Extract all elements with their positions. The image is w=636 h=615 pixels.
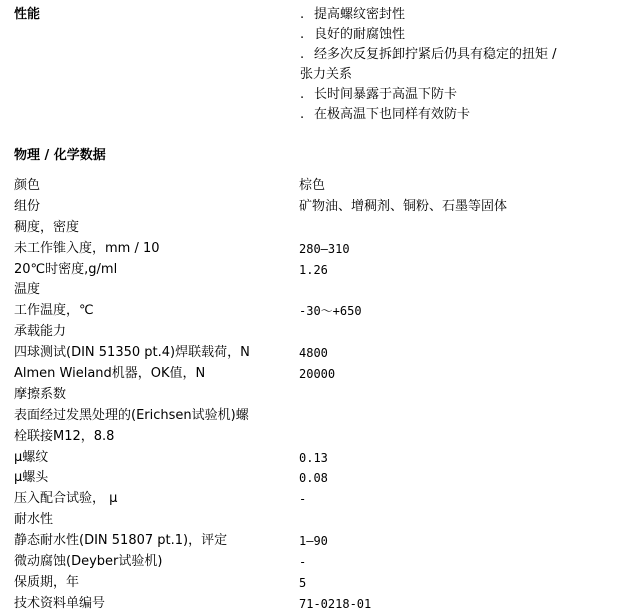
performance-item — [300, 45, 620, 65]
row-value: 71-0218-01 — [299, 596, 372, 611]
row-value: -30～+650 — [299, 304, 362, 319]
bullet-dot: . — [300, 87, 305, 102]
performance-item-text: 经多次反复拆卸拧紧后仍具有稳定的扭矩 / — [314, 47, 557, 62]
data-row — [14, 301, 624, 322]
row-value: 5 — [299, 575, 307, 590]
row-label: 技术资料单编号 — [14, 595, 106, 611]
physchem-table — [14, 176, 624, 615]
data-row — [14, 176, 624, 197]
performance-item — [300, 25, 620, 45]
data-row — [14, 468, 624, 489]
performance-item-text: 在极高温下也同样有效防卡 — [314, 107, 471, 122]
data-row — [14, 364, 624, 385]
row-label: 摩擦系数 — [14, 386, 67, 402]
bullet-dot: . — [300, 107, 305, 122]
performance-list — [300, 5, 620, 125]
performance-item — [300, 5, 620, 25]
row-value: 矿物油、增稠剂、铜粉、石墨等固体 — [299, 198, 508, 214]
physchem-heading: 物理 / 化学数据 — [14, 148, 106, 163]
data-row — [14, 573, 624, 594]
performance-item-text: 长时间暴露于高温下防卡 — [314, 87, 458, 102]
data-row — [14, 343, 624, 364]
data-row — [14, 489, 624, 510]
data-row — [14, 322, 624, 343]
performance-item — [300, 85, 620, 105]
performance-item-text: 提高螺纹密封性 — [314, 7, 406, 22]
row-value: 棕色 — [299, 178, 326, 193]
row-value: - — [299, 492, 307, 507]
row-label: 温度 — [14, 282, 41, 298]
row-value: 280—310 — [299, 241, 350, 256]
row-value: - — [299, 555, 307, 570]
row-value: 1.26 — [299, 262, 328, 277]
row-value: 0.13 — [299, 450, 328, 465]
data-row — [14, 280, 624, 301]
data-row — [14, 427, 624, 448]
data-row — [14, 531, 624, 552]
performance-heading: 性能 — [14, 7, 41, 22]
row-label: 四球测试(DIN 51350 pt.4)焊联载荷，N — [14, 345, 250, 361]
performance-item — [300, 65, 620, 85]
data-row — [14, 552, 624, 573]
row-label: 20℃时密度,g/ml — [14, 261, 118, 277]
row-label: 表面经过发黑处理的(Erichsen试验机)螺 — [14, 407, 249, 423]
performance-item-text: 张力关系 — [300, 67, 353, 82]
row-value: 1—90 — [299, 534, 328, 549]
row-label: 组份 — [14, 198, 41, 214]
row-label: 静态耐水性(DIN 51807 pt.1)，评定 — [14, 533, 228, 549]
row-value: 20000 — [299, 367, 336, 382]
bullet-dot: . — [300, 7, 305, 22]
data-row — [14, 218, 624, 239]
data-row — [14, 260, 624, 281]
row-label: 工作温度，℃ — [14, 303, 94, 319]
data-row — [14, 448, 624, 469]
bullet-dot: . — [300, 47, 305, 62]
bullet-dot: . — [300, 27, 305, 42]
data-row — [14, 197, 624, 218]
row-label: 压入配合试验， μ — [14, 491, 118, 507]
row-value: 0.08 — [299, 471, 328, 486]
data-row — [14, 594, 624, 615]
performance-item — [300, 105, 620, 125]
row-label: 稠度，密度 — [14, 219, 80, 235]
data-row — [14, 510, 624, 531]
row-label: 栓联接M12，8.8 — [14, 428, 115, 444]
row-label: 颜色 — [14, 178, 41, 193]
data-row — [14, 239, 624, 260]
row-label: μ螺纹 — [14, 449, 49, 465]
row-label: 保质期，年 — [14, 574, 80, 590]
performance-item-text: 良好的耐腐蚀性 — [314, 27, 406, 42]
row-label: 未工作锥入度，mm / 10 — [14, 240, 160, 256]
row-label: μ螺头 — [14, 470, 49, 486]
row-label: 耐水性 — [14, 512, 54, 528]
row-label: 微动腐蚀(Deyber试验机) — [14, 554, 163, 570]
row-label: 承载能力 — [14, 324, 67, 340]
row-value: 4800 — [299, 346, 328, 361]
data-row — [14, 406, 624, 427]
data-row — [14, 385, 624, 406]
row-label: Almen Wieland机器，OK值，N — [14, 366, 206, 382]
